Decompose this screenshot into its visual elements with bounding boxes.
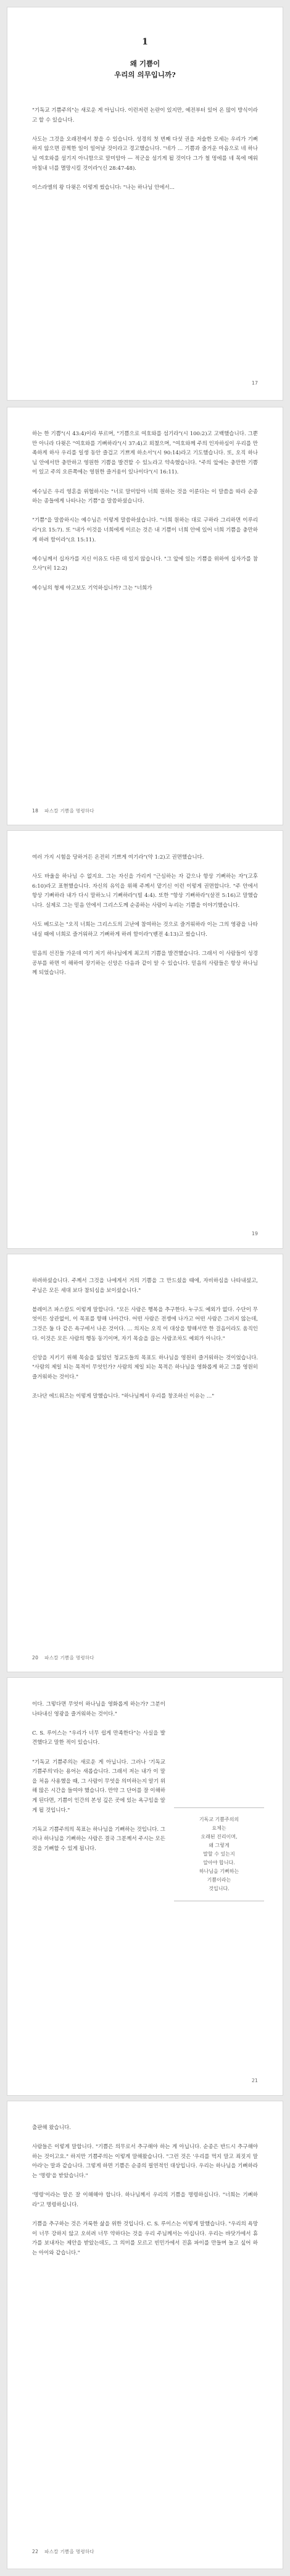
book-page xyxy=(7,831,283,1248)
running-head-title: 파스칼 기쁨을 명령하다 xyxy=(44,808,94,814)
running-footer xyxy=(32,2548,94,2555)
book-page xyxy=(7,7,283,400)
page-number: 22 xyxy=(32,2549,39,2554)
page-body-text: 하려하셨습니다. 주께서 그것을 나에게서 거의 기쁨을 그 만드셨을 때에, 자비하심을 나타내셨고, 주님은 모든 세대 보다 참되심을 보이셨습니다." 블레이즈 파스칼도 이렇게 말합니다. "모든 사람은 행복을 추구한다. 누구도 예외가 없다. 수단이 무엇이든 상관없이, 이 목표를 향해 나아간다. 어떤 사람은 전쟁에 나가고 어떤 사람은 그러지 않는데, 그것은 둘 다 같은 욕구에서 나온 것이다. … 의지는 오직 이 대상을 향해서만 한 걸음이라도 움직인다. 이것은 모든 사람의 행동 동기이며, 자기 목숨을 끊는 사람조차도 예외가 아니다." 신앙을 지키기 위해 목숨을 잃었던 청교도들의 목표도 하나님을 영원히 즐거워하는 것이었습니다. "사람의 제일 되는 목적이 무엇인가? 사람의 제일 되는 목적은 하나님을 영화롭게 하고 그를 영원히 즐거워하는 것이다." 조나단 에드워즈는 이렇게 말했습니다. "하나님께서 우리를 창조하신 이유는 …" xyxy=(32,1278,258,1400)
page-body-text: 이다. 그렇다면 무엇이 하나님을 영화롭게 하는가? 그분이 나타내신 영광을 즐거워하는 것이다." C. S. 루이스는 "우리가 너무 쉽게 만족한다"는 사실을 발견했다고 말한 적이 있습니다. "기독교 기쁨주의는 새로운 게 아닙니다. 그러나 '기독교 기쁨주의'라는 용어는 새롭습니다. 그래서 저는 내가 이 말을 처음 사용했을 때, 그 사람이 무엇을 의미하는지 알기 위해 많은 시간을 들여야 했습니다. 만약 그 단어를 잘 이해하게 된다면, 기쁨이 인간의 본성 깊은 곳에 있는 욕구임을 알게 될 것입니다." 기독교 기쁨주의의 목표는 하나님을 기뻐하는 것입니다. 그러나 하나님을 기뻐하는 사람은 결국 그분께서 주시는 모든 것을 기뻐할 수 있게 됩니다. xyxy=(32,1701,165,1852)
page-body-text: 여러 가지 시험을 당하거든 온전히 기쁘게 여기라"(약 1:2)고 권면했습니다. 사도 바울을 하나님 수 없지요. 그는 자신을 가리켜 "근심하는 자 같으나 항상 기뻐하는 자"(고후 6:10)라고 표현했습니다. 자신의 유익을 위해 주께서 맡기신 이런 이렇게 권면합니다. "주 안에서 항상 기뻐하라 내가 다시 말하노니 기뻐하라"(빌 4:4). 또한 "항상 기뻐하라"(살전 5:16)고 말했습니다. 실제로 그는 믿음 안에서 그리스도께 순종하는 사람이 누리는 기쁨을 이야기했습니다. 사도 베드로는 "오직 너희는 그리스도의 고난에 참여하는 것으로 즐거워하라 이는 그의 영광을 나타내실 때에 너희로 즐거워하고 기뻐하게 하려 함이라"(벧전 4:13)고 썼습니다. 믿음의 선진들 가운데 여기 저기 하나님에게 최고의 기쁨을 발견했습니다. 그래서 이 사람들이 성경 공부를 하면 이 해하여 장기하는 신앙은 다음과 같이 알 수 있습니다. 믿음의 사람들은 항상 하나님께 되었습니다. xyxy=(32,854,258,977)
page-number: 20 xyxy=(32,1655,39,1661)
chapter-title: 왜 기쁨이 우리의 의무입니까? xyxy=(114,59,176,79)
page-number: 18 xyxy=(32,808,39,814)
book-page xyxy=(7,407,283,825)
page-body-text: 출판해 왔습니다. 사람들은 이렇게 말합니다. "기쁨은 의무로서 추구해야 하는 게 아닙니다. 순종은 반드시 추구해야 하는 것이고요." 하지만 기쁨주의는 이렇게 말해왔습니다. "그런 것은 '우리를 먹지 말고 죄짓지 말아라'는 말과 같습니다. 그렇게 하면 기쁨은 순종의 필연적인 대상입니다. 우리는 하나님을 기뻐하라는 '명령'을 받았습니다." '명령'이라는 말은 잘 이해해야 합니다. 하나님께서 우리의 기쁨을 명령하십니다. "너희는 기뻐하라"고 명령하십니다. 기쁨을 추구하는 것은 거룩한 삶을 위한 것입니다. C. S. 루이스는 이렇게 말했습니다. "우리의 욕망이 너무 강하지 않고 오히려 너무 약하다는 것을 우리 주님께서는 아십니다. 우리는 바닷가에서 휴가를 보내자는 제안을 받았는데도, 그 의미를 모르고 빈민가에서 진흙 파이를 만들며 놀고 싶어 하는 아이와 같습니다." xyxy=(32,2125,258,2256)
running-footer xyxy=(32,807,94,814)
page-body-text: 하는 한 기쁨"(시 43:4)이라 부르며, "기쁨으로 여호와를 섬기라"(시 100:2)고 고백했습니다. 그뿐만 아니라 다윗은 "여호와를 기뻐하라"(시 37:4)고 외쳤으며, "여호와께 주의 인자하심이 우리를 만족하게 하사 우리를 일생 동안 즐겁고 기쁘게 하소서"(시 90:14)라고 기도했습니다. 또, 오직 하나님 안에서만 충만하고 영원한 기쁨을 발견할 수 있노라고 약속했습니다. "주의 앞에는 충만한 기쁨이 있고 주의 오른쪽에는 영원한 즐거움이 있나이다"(시 16:11). 예수님은 우리 영혼을 위협하시는 "너로 말미암아 너희 원하는 것을 이룬다는 이 말씀을 따라 순종하는 종들에게 나타나는 기쁨"을 말씀하셨습니다. "기쁨"을 말씀하시는 예수님은 이렇게 말씀하셨습니다. "너희 원하는 대로 구하라 그리하면 이루리라"(요 15:7). 또 "내가 이것을 너희에게 이르는 것은 내 기쁨이 너희 안에 있어 너희 기쁨을 충만하게 하려 함이라"(요 15:11). 예수님께서 십자가를 지신 이유도 다른 데 있지 않습니다. "그 앞에 있는 기쁨을 위하여 십자가를 참으사"(히 12:2) 예수님의 형제 야고보도 기억하십니까? 그는 "너희가 xyxy=(32,431,258,591)
chapter-number: 1 xyxy=(142,37,148,47)
page-number: 21 xyxy=(251,2078,258,2083)
book-page xyxy=(7,1678,283,2095)
running-head-title: 파스칼 기쁨을 명령하다 xyxy=(44,1655,94,1661)
page-body-text: "기독교 기쁨주의"는 새로운 게 아닙니다. 이런저런 논란이 있지만, 예전부터 있어 온 많이 방식이라고 할 수 있습니다. 사도는 그것을 오래전에서 찾을 수 있습니다. 성경의 첫 번째 다섯 권을 저술한 모세는 우리가 기뻐하지 않으면 끔찍한 일이 일어날 것이라고 경고했습니다. "네가 … 기쁨과 즐거운 마음으로 네 하나님 여호와를 섬기지 아니함으로 말미암아 — 적군을 섬기게 될 것이다 그가 철 멍에를 네 목에 메워 마침내 너를 멸망시킬 것이라"(신 28:47-48). 이스라엘의 왕 다윗은 이렇게 썼습니다: "나는 하나님 안에서... xyxy=(32,107,258,191)
pull-quote: 기독교 기쁨주의의 요체는 오래된 진리이며, 왜 그렇게 말할 수 있는지 알아야 합니다. 하나님을 기뻐하는 기쁨이라는 것입니다. xyxy=(174,1807,264,1901)
page-number: 19 xyxy=(251,1231,258,1236)
book-page xyxy=(7,1254,283,1672)
page-number: 17 xyxy=(251,380,258,386)
book-page xyxy=(7,2101,283,2569)
running-head-title: 파스칼 기쁨을 명령하다 xyxy=(44,2549,94,2554)
running-footer xyxy=(32,1654,94,1661)
